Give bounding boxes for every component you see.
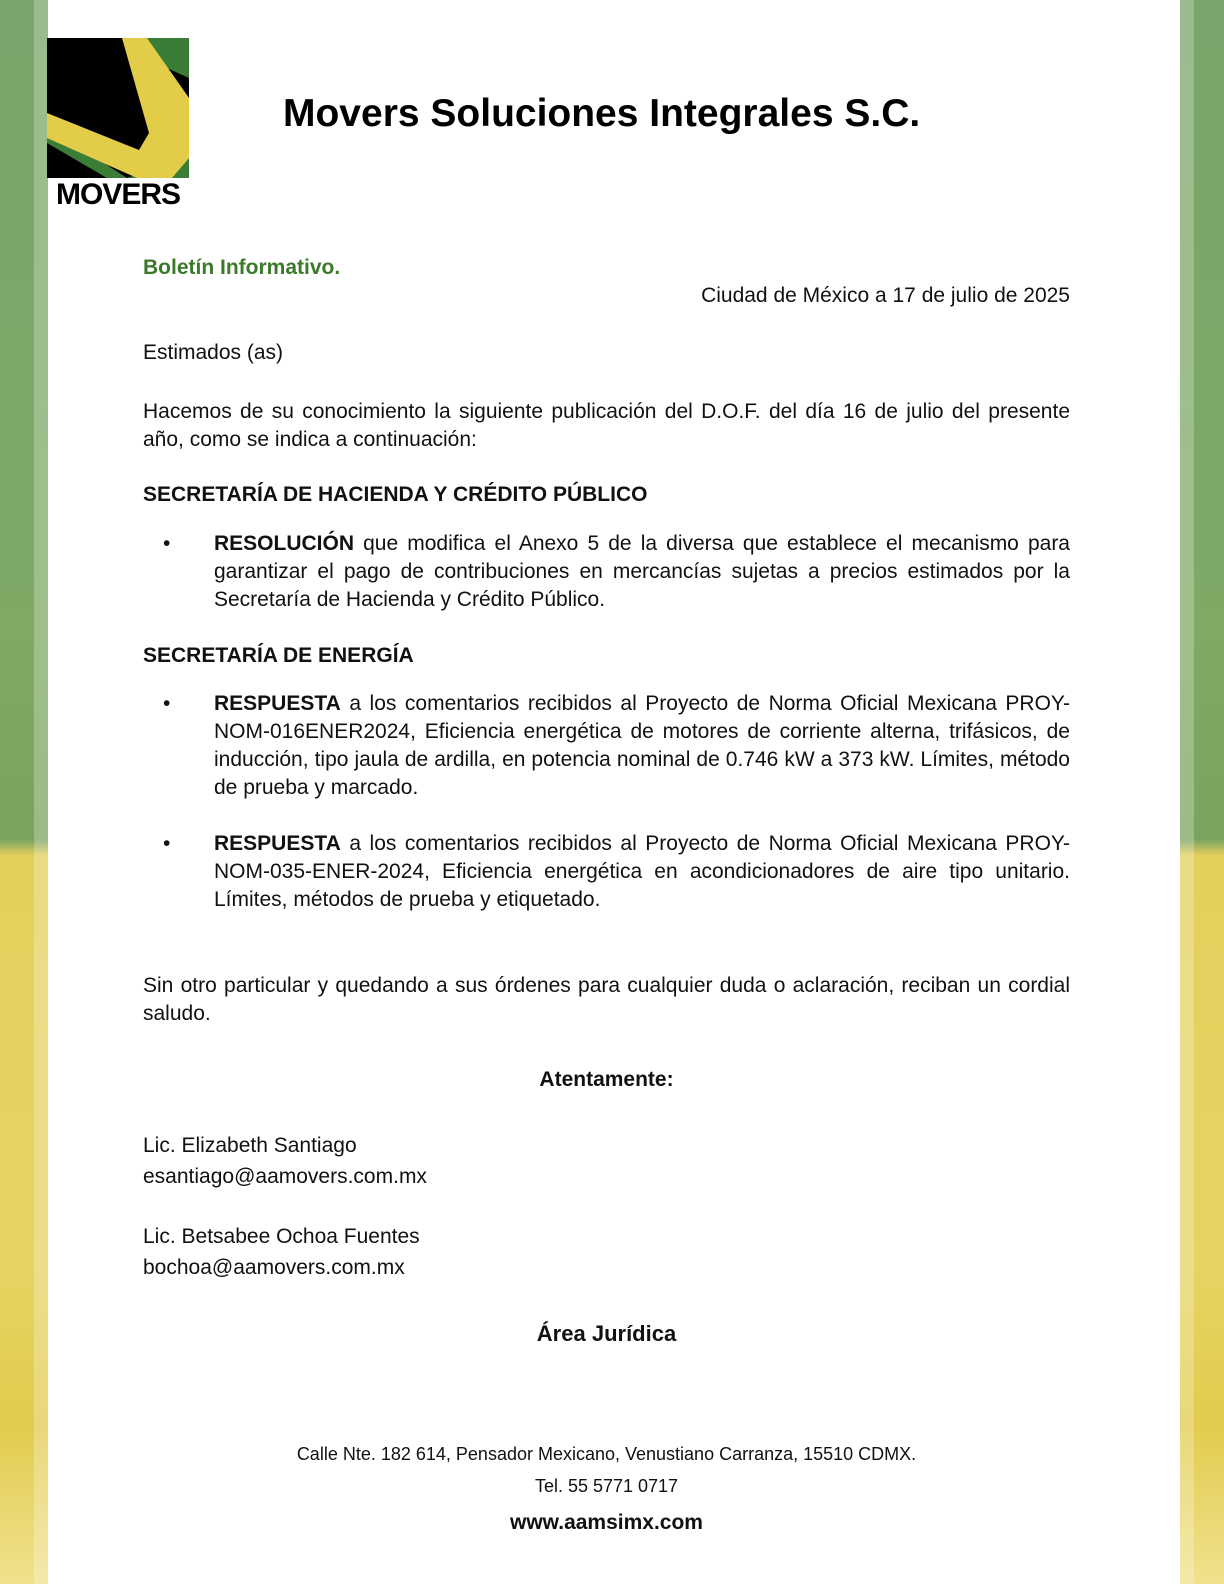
list-item-text (214, 830, 1070, 914)
footer-phone: Tel. 55 5771 0717 (534, 1476, 679, 1496)
bullet-icon: • (163, 532, 171, 555)
left-border-decoration (0, 0, 48, 1584)
sign-off: Atentamente: (539, 1068, 674, 1091)
bulletin-title: Boletín Informativo. (143, 256, 341, 279)
list-item-text (214, 690, 1070, 802)
list-item (143, 690, 1070, 802)
list-item-body: que modifica el Anexo 5 de la diversa que establece el mecanismo para garantizar el pago de contribuciones en mercancías sujetas a precios estimados por la Secretaría de Hacienda y Crédito Público. (214, 532, 1070, 611)
signatory-email[interactable]: esantiago@aamovers.com.mx (143, 1165, 427, 1188)
logo-v-icon (47, 38, 189, 178)
signatory-name: Lic. Elizabeth Santiago (143, 1134, 357, 1157)
section-heading-hacienda: SECRETARÍA DE HACIENDA Y CRÉDITO PÚBLICO (143, 483, 648, 506)
section-heading-energia: SECRETARÍA DE ENERGÍA (143, 644, 414, 667)
footer-website[interactable]: www.aamsimx.com (510, 1511, 703, 1534)
department-name: Área Jurídica (536, 1321, 677, 1346)
bullet-icon: • (163, 832, 171, 855)
list-item-body: a los comentarios recibidos al Proyecto de Norma Oficial Mexicana PROY-NOM-035-ENER-2024, Eficiencia energética en acondicionadores de aire tipo unitario. Límites, métodos de prueba y etiquetado. (214, 832, 1070, 911)
list-item-lead: RESPUESTA (214, 692, 341, 715)
signatory-email[interactable]: bochoa@aamovers.com.mx (143, 1256, 405, 1279)
bullet-icon: • (163, 692, 171, 715)
company-logo (47, 38, 189, 210)
footer-address: Calle Nte. 182 614, Pensador Mexicano, Venustiano Carranza, 15510 CDMX. (296, 1444, 917, 1464)
intro-paragraph: Hacemos de su conocimiento la siguiente publicación del D.O.F. del día 16 de julio del presente año, como se indica a continuación: (143, 400, 1070, 451)
closing-paragraph: Sin otro particular y quedando a sus órdenes para cualquier duda o aclaración, reciban un cordial saludo. (143, 974, 1070, 1025)
signatory (143, 1221, 420, 1283)
list-item-lead: RESPUESTA (214, 832, 341, 855)
signatory (143, 1130, 427, 1192)
list-item-lead: RESOLUCIÓN (214, 532, 355, 555)
company-name: Movers Soluciones Integrales S.C. (283, 92, 921, 135)
logo-mark (47, 38, 189, 178)
logo-wordmark: MOVERS (55, 178, 181, 211)
list-item-text (214, 530, 1070, 614)
greeting: Estimados (as) (143, 341, 284, 364)
list-item-body: a los comentarios recibidos al Proyecto de Norma Oficial Mexicana PROY-NOM-016ENER2024, Eficiencia energética de motores de corriente alterna, trifásicos, de inducción, tipo jaula de ardilla, en potencia nominal de 0.746 kW a 373 kW. Límites, método de prueba y marcado. (214, 692, 1070, 799)
date-line: Ciudad de México a 17 de julio de 2025 (701, 284, 1070, 307)
list-item (143, 530, 1070, 614)
list-item (143, 830, 1070, 914)
right-border-decoration (1180, 0, 1224, 1584)
signatory-name: Lic. Betsabee Ochoa Fuentes (143, 1225, 420, 1248)
